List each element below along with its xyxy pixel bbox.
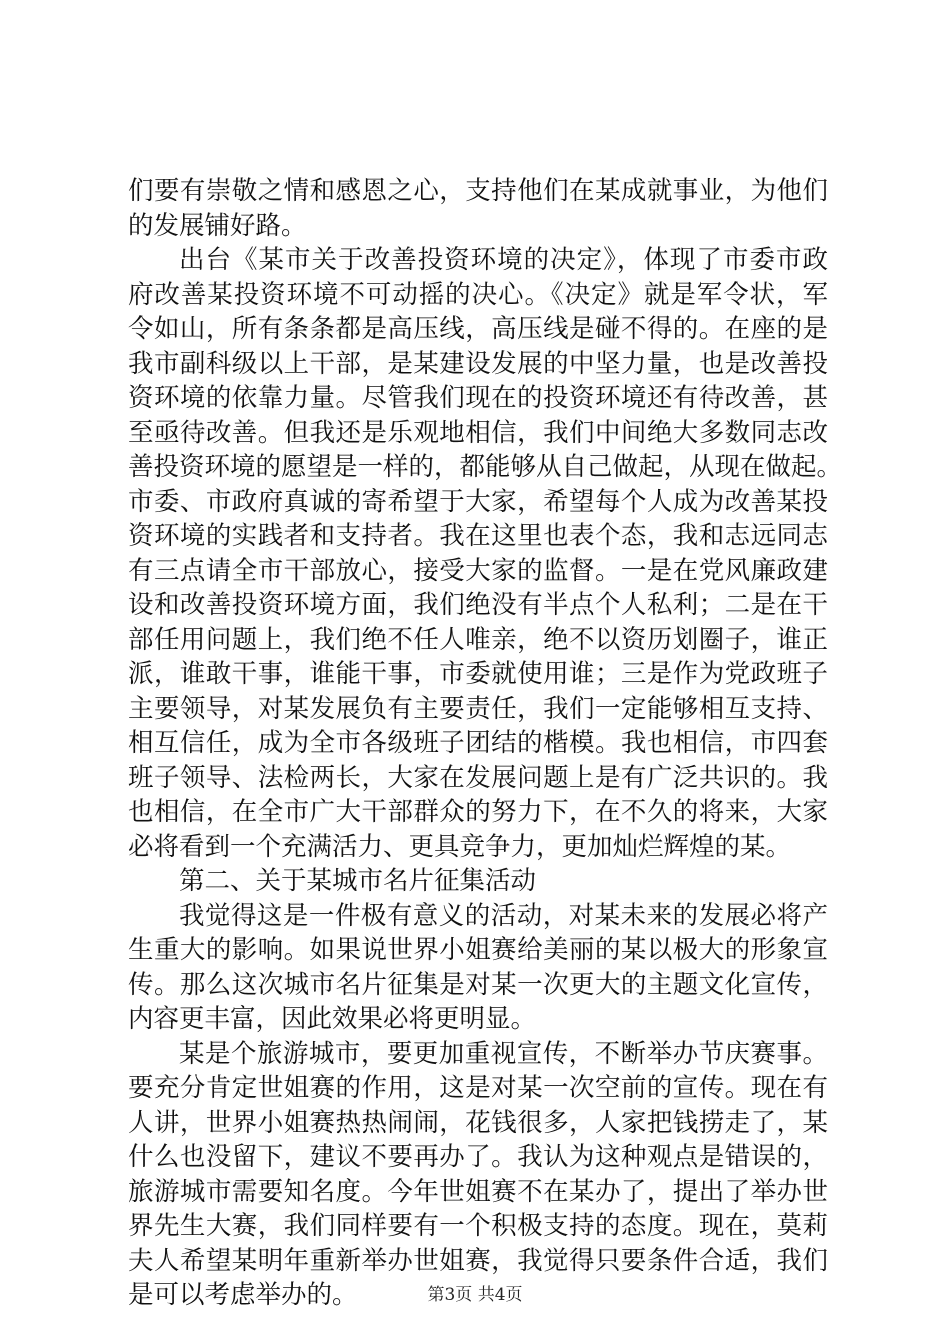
text-line: 内容更丰富，因此效果必将更明显。 — [128, 1004, 537, 1034]
text-line: 们要有崇敬之情和感恩之心，支持他们在某成就事业，为他们 — [128, 176, 828, 206]
text-line: 传。那么这次城市名片征集是对某一次更大的主题文化宣传， — [128, 969, 828, 1000]
text-line: 第二、关于某城市名片征集活动 — [179, 866, 537, 896]
text-line: 要充分肯定世姐赛的作用，这是对某一次空前的宣传。现在有 — [128, 1073, 828, 1103]
text-line: 是可以考虑举办的。 — [128, 1280, 358, 1310]
text-line: 设和改善投资环境方面，我们绝没有半点个人私利；二是在干 — [128, 590, 828, 620]
text-line: 旅游城市需要知名度。今年世姐赛不在某办了，提出了举办世 — [128, 1176, 828, 1207]
text-line: 资环境的实践者和支持者。我在这里也表个态，我和志远同志 — [128, 521, 828, 551]
text-line: 出台《某市关于改善投资环境的决定》，体现了市委市政 — [179, 245, 828, 275]
text-line: 资环境的依靠力量。尽管我们现在的投资环境还有待改善，甚 — [128, 383, 828, 413]
text-line: 至亟待改善。但我还是乐观地相信，我们中间绝大多数同志改 — [128, 417, 828, 448]
text-line: 相互信任，成为全市各级班子团结的楷模。我也相信，市四套 — [128, 728, 828, 758]
text-line: 令如山，所有条条都是高压线，高压线是碰不得的。在座的是 — [128, 314, 828, 344]
document-body — [128, 174, 843, 1313]
text-line: 也相信，在全市广大干部群众的努力下，在不久的将来，大家 — [128, 797, 828, 827]
text-line: 有三点请全市干部放心，接受大家的监督。一是在党风廉政建 — [128, 555, 828, 586]
text-line: 部任用问题上，我们绝不任人唯亲，绝不以资历划圈子，谁正 — [128, 624, 828, 655]
text-line: 班子领导、法检两长，大家在发展问题上是有广泛共识的。我 — [128, 762, 828, 793]
text-line: 必将看到一个充满活力、更具竞争力，更加灿烂辉煌的某。 — [128, 831, 792, 862]
text-line: 什么也没留下，建议不要再办了。我认为这种观点是错误的， — [128, 1142, 828, 1172]
text-line: 夫人希望某明年重新举办世姐赛，我觉得只要条件合适，我们 — [128, 1245, 828, 1276]
text-line: 府改善某投资环境不可动摇的决心。《决定》就是军令状，军 — [128, 279, 828, 310]
text-line: 主要领导，对某发展负有主要责任，我们一定能够相互支持、 — [128, 693, 828, 724]
text-line: 某是个旅游城市，要更加重视宣传，不断举办节庆赛事。 — [179, 1038, 828, 1069]
text-line: 我觉得这是一件极有意义的活动，对某未来的发展必将产 — [179, 900, 828, 931]
page-footer: 第3页 共4页 — [427, 1285, 523, 1305]
text-line: 市委、市政府真诚的寄希望于大家，希望每个人成为改善某投 — [128, 486, 828, 517]
text-line: 我市副科级以上干部，是某建设发展的中坚力量，也是改善投 — [128, 348, 828, 379]
text-line: 人讲，世界小姐赛热热闹闹，花钱很多，人家把钱捞走了，某 — [128, 1107, 828, 1138]
text-line: 生重大的影响。如果说世界小姐赛给美丽的某以极大的形象宣 — [128, 935, 828, 965]
text-line: 派，谁敢干事，谁能干事，市委就使用谁；三是作为党政班子 — [128, 659, 828, 689]
text-line: 界先生大赛，我们同样要有一个积极支持的态度。现在，莫莉 — [128, 1211, 828, 1241]
text-line: 的发展铺好路。 — [128, 210, 307, 241]
text-line: 善投资环境的愿望是一样的，都能够从自己做起，从现在做起。 — [128, 452, 843, 482]
